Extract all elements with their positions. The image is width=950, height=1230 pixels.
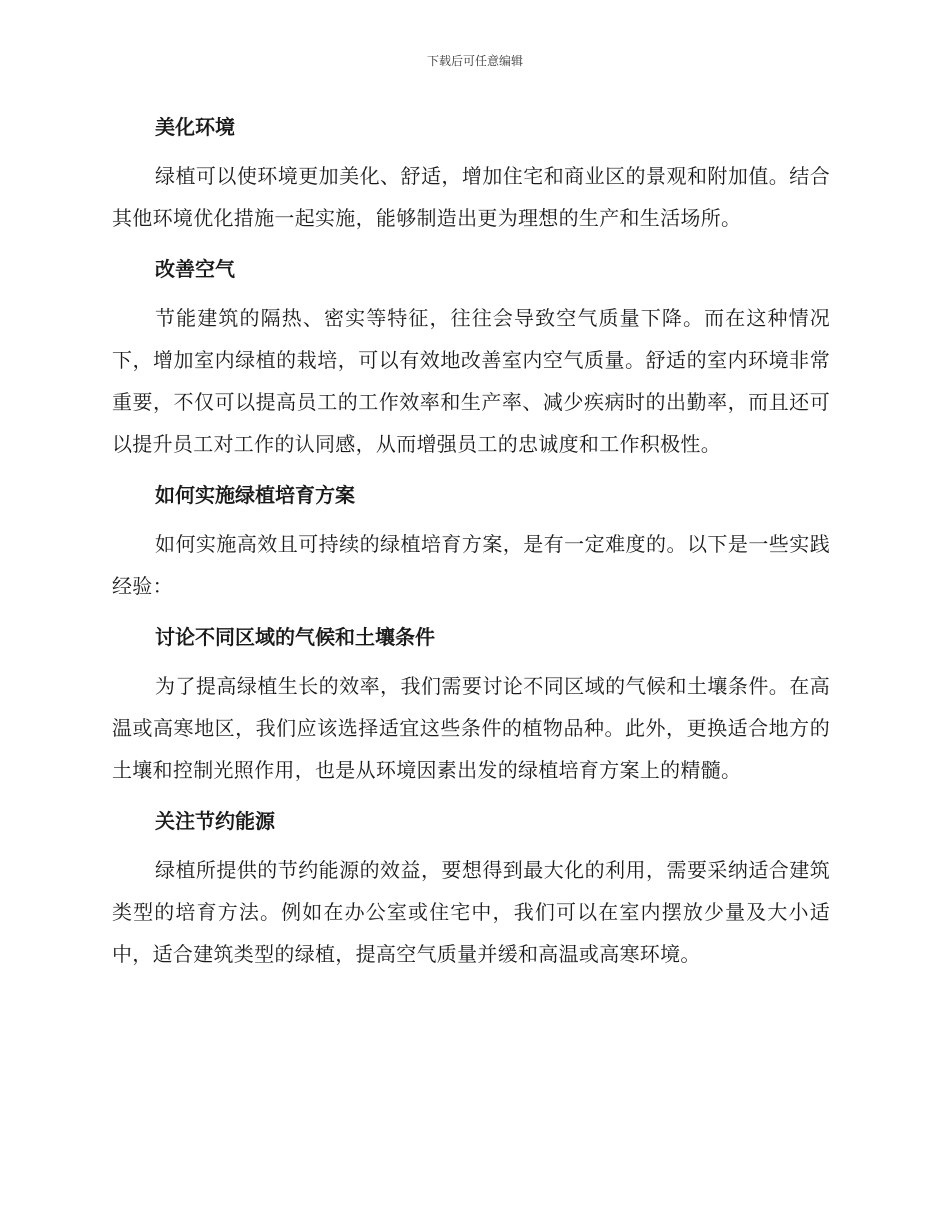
- section-save-energy: [112, 802, 830, 975]
- section-paragraph: 如何实施高效且可持续的绿植培育方案，是有一定难度的。以下是一些实践经验：: [112, 532, 830, 598]
- section-paragraph: 绿植可以使环境更加美化、舒适，增加住宅和商业区的景观和附加值。结合其他环境优化措施一起实施，能够制造出更为理想的生产和生活场所。: [112, 164, 830, 230]
- section-how-to-implement: [112, 476, 830, 607]
- section-paragraph: 为了提高绿植生长的效率，我们需要讨论不同区域的气候和土壤条件。在高温或高寒地区，我们应该选择适宜这些条件的植物品种。此外，更换适合地方的土壤和控制光照作用，也是从环境因素出发的绿植培育方案上的精髓。: [112, 674, 830, 782]
- section-paragraph: 绿植所提供的节约能源的效益，要想得到最大化的利用，需要采纳适合建筑类型的培育方法。例如在办公室或住宅中，我们可以在室内摆放少量及大小适中，适合建筑类型的绿植，提高空气质量并缓和高温或高寒环境。: [112, 858, 830, 966]
- section-improve-air: [112, 250, 830, 465]
- section-heading: 改善空气: [155, 257, 235, 281]
- section-heading: 如何实施绿植培育方案: [155, 483, 355, 507]
- section-heading: 关注节约能源: [155, 809, 275, 833]
- section-beautify-environment: [112, 108, 830, 239]
- section-climate-soil: [112, 618, 830, 791]
- section-heading: 讨论不同区域的气候和土壤条件: [155, 625, 435, 649]
- section-heading: 美化环境: [155, 115, 235, 139]
- document-body: [112, 108, 830, 986]
- section-paragraph: 节能建筑的隔热、密实等特征，往往会导致空气质量下降。而在这种情况下，增加室内绿植的栽培，可以有效地改善室内空气质量。舒适的室内环境非常重要，不仅可以提高员工的工作效率和生产率、减少疾病时的出勤率，而且还可以提升员工对工作的认同感，从而增强员工的忠诚度和工作积极性。: [112, 306, 830, 456]
- page-header: 下载后可任意编辑: [426, 54, 523, 68]
